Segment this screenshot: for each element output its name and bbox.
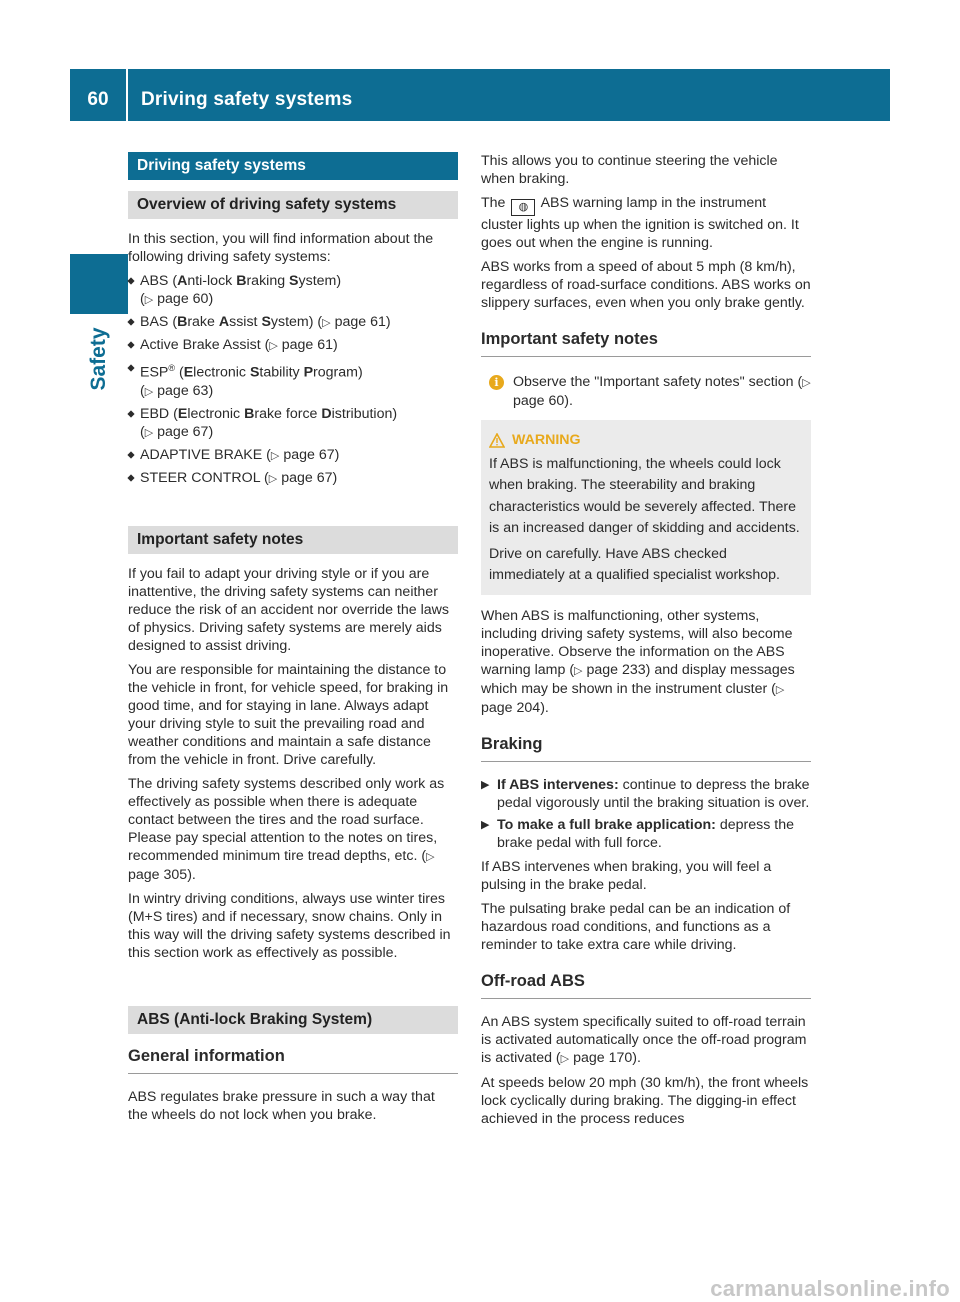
section-label-text: Safety	[87, 327, 110, 391]
intro-text: In this section, you will find information about the following driving safety systems:	[128, 231, 434, 265]
ref-arrow-icon: ▷	[322, 317, 331, 329]
item-text: (	[175, 364, 184, 381]
list-item: ESP® (Electronic Stability Program) (▷ page 63)	[128, 359, 458, 401]
ref-arrow-icon: ▷	[426, 850, 435, 863]
section-tab	[70, 254, 128, 314]
paragraph	[481, 194, 811, 252]
ref-arrow-icon: ▷	[144, 426, 154, 439]
paragraph	[481, 1013, 811, 1068]
paragraph: In wintry driving conditions, always use winter tires (M+S tires) and if necessary, snow chains. Only in this way will the driving safety systems described in this section work as effectively as possible.	[128, 890, 451, 961]
paragraph: You are responsible for maintaining the distance to the vehicle in front, for vehicle speed, for braking in good time, and for staying in lane. Always adapt your driving style to suit the prevailing road and weather conditions and maintain a safe distance from the vehicle in front. Drive carefully.	[128, 661, 449, 768]
page-reference[interactable]: page 61	[281, 337, 334, 353]
action-list	[481, 776, 811, 852]
item-text: lectronic	[193, 364, 250, 381]
item-text: raking	[246, 273, 290, 289]
item-bold: E	[177, 405, 188, 422]
item-bold: B	[244, 405, 255, 422]
subsection-heading: Important safety notes	[128, 526, 458, 554]
action-arrow-icon: ▶	[481, 818, 490, 831]
page-reference[interactable]: page 63	[157, 382, 209, 399]
action-label: If ABS intervenes:	[497, 776, 619, 793]
item-bold: E	[183, 364, 194, 381]
page-reference[interactable]: page 233	[586, 661, 646, 678]
warning-text: If ABS is malfunctioning, the wheels could lock when braking. The steerability and braking characteristics would be severely affected. There is an increased danger of skidding and accidents.	[489, 455, 800, 536]
list-item: ABS (Anti-lock Braking System) (▷ page 60)	[128, 272, 458, 309]
paragraph: If you fail to adapt your driving style or if you are inattentive, the driving safety systems can neither reduce the risk of an accident nor override the laws of physics. Driving safety systems are merely aids designed to assist driving.	[128, 565, 449, 654]
item-text: BAS (	[140, 314, 178, 330]
ref-arrow-icon: ▷	[268, 472, 278, 485]
page-reference[interactable]: page 67	[283, 446, 335, 463]
action-step	[481, 776, 811, 812]
item-text: ABS (	[140, 273, 178, 289]
item-bold: A	[218, 314, 230, 330]
paragraph-text: ).	[540, 699, 549, 716]
info-text-part: Observe the "Important safety notes" section (	[513, 374, 803, 390]
paragraph: If ABS intervenes when braking, you will feel a pulsing in the brake pedal.	[481, 858, 772, 893]
paragraph: ABS regulates brake pressure in such a way that the wheels do not lock when you brake.	[128, 1088, 435, 1123]
info-icon: i	[489, 375, 504, 390]
warning-text: Drive on carefully. Have ABS checked immediately at a qualified specialist workshop.	[489, 545, 780, 583]
page-reference[interactable]: page 60	[513, 393, 565, 409]
item-text: istribution)	[331, 405, 398, 422]
item-bold: S	[289, 273, 299, 289]
topic-heading: Off-road ABS	[481, 970, 811, 999]
topic-heading: Braking	[481, 733, 811, 762]
paragraph	[481, 607, 811, 717]
registered-mark: ®	[168, 363, 176, 373]
watermark: carmanualsonline.info	[710, 1276, 950, 1301]
ref-arrow-icon: ▷	[802, 377, 811, 389]
page-reference[interactable]: page 204	[481, 699, 541, 716]
item-bold: S	[249, 364, 260, 381]
warning-title: WARNING	[512, 432, 581, 448]
warning-header	[489, 430, 803, 452]
right-column	[481, 152, 811, 1134]
item-bold: A	[177, 273, 188, 289]
systems-list	[128, 272, 458, 488]
ref-arrow-icon: ▷	[560, 1052, 570, 1065]
ref-arrow-icon: ▷	[144, 294, 154, 306]
list-item: Active Brake Assist (▷ page 61)	[128, 336, 458, 355]
item-bold: B	[236, 273, 247, 289]
list-item: EBD (Electronic Brake force Distribution) (▷ page 67)	[128, 405, 458, 442]
item-text: Active Brake Assist	[140, 337, 261, 353]
page-reference[interactable]: page 67	[157, 423, 209, 440]
item-text: lectronic	[187, 405, 245, 422]
paragraph-text: ) and display messages which may be shown in the instrument cluster (	[481, 661, 795, 697]
item-text: EBD (	[140, 405, 178, 422]
paragraph-text: ABS warning lamp in the instrument cluster lights up when the ignition is switched on. It goes out when the engine is running.	[481, 195, 799, 251]
ref-arrow-icon: ▷	[775, 683, 785, 696]
ref-arrow-icon: ▷	[144, 385, 154, 398]
item-text: rake	[187, 314, 219, 330]
paragraph-text: When ABS is malfunctioning, other systems, including driving safety systems, will also become inoperative. Observe the information on the ABS warning lamp (	[481, 607, 793, 678]
item-bold: S	[261, 314, 271, 330]
info-text-part: ).	[564, 393, 573, 409]
item-bold: P	[303, 364, 314, 381]
paragraph-text: An ABS system specifically suited to off-road terrain is activated automatically once the off-road program is activated (	[481, 1013, 807, 1066]
paragraph	[128, 775, 458, 884]
paragraph: ABS works from a speed of about 5 mph (8 km/h), regardless of road-surface conditions. ABS works on slippery surfaces, even when you only brake gently.	[481, 259, 811, 311]
topic-heading: General information	[128, 1045, 458, 1074]
action-arrow-icon: ▶	[481, 778, 490, 791]
item-text: ystem)	[270, 314, 314, 330]
subsection-heading: ABS (Anti-lock Braking System)	[128, 1006, 458, 1034]
item-text: nti-lock	[187, 273, 237, 289]
topic-heading: Important safety notes	[481, 328, 811, 357]
action-text: depress the brake pedal with full force.	[497, 816, 795, 851]
paragraph: This allows you to continue steering the vehicle when braking.	[481, 153, 778, 187]
page-reference[interactable]: page 61	[334, 314, 386, 330]
section-heading: Driving safety systems	[128, 152, 458, 180]
paragraph-text: The	[481, 195, 506, 211]
paragraph: The pulsating brake pedal can be an indication of hazardous road conditions, and functions as a reminder to take extra care while driving.	[481, 900, 791, 953]
page-reference[interactable]: page 60	[157, 291, 209, 307]
paragraph: At speeds below 20 mph (30 km/h), the front wheels lock cyclically during braking. The digging-in effect achieved in the process reduces	[481, 1074, 809, 1127]
item-text: STEER CONTROL	[140, 469, 261, 486]
section-label	[71, 314, 127, 404]
page-number: 60	[87, 89, 109, 110]
header-divider	[126, 69, 128, 121]
item-bold: B	[177, 314, 188, 330]
paragraph-text: The driving safety systems described only work as effectively as possible when there is adequate contact between the tires and the road surface. Please pay special attention to the notes on tires, recommended minimum tire tread depths, etc. (	[128, 775, 445, 864]
item-bold: D	[321, 405, 332, 422]
list-item: STEER CONTROL (▷ page 67)	[128, 469, 458, 488]
action-label: To make a full brake application:	[497, 816, 716, 833]
list-item: BAS (Brake Assist System) (▷ page 61)	[128, 313, 458, 332]
item-text: tability	[259, 364, 304, 381]
paragraph-text: ).	[632, 1049, 641, 1066]
ref-arrow-icon: ▷	[270, 449, 280, 462]
item-text: ADAPTIVE BRAKE	[140, 446, 263, 463]
item-text: rake force	[254, 405, 322, 422]
item-text: ystem)	[298, 273, 342, 289]
info-note	[481, 373, 811, 410]
warning-triangle-icon	[489, 433, 505, 448]
abs-warning-lamp-icon: ◍	[511, 199, 535, 216]
header-title: Driving safety systems	[141, 89, 353, 110]
warning-box	[481, 420, 811, 595]
paragraph-text: ).	[187, 866, 196, 883]
ref-arrow-icon: ▷	[574, 664, 583, 677]
item-text: ESP	[140, 364, 169, 381]
list-item: ADAPTIVE BRAKE (▷ page 67)	[128, 446, 458, 465]
ref-arrow-icon: ▷	[269, 340, 278, 352]
subsection-heading: Overview of driving safety systems	[128, 191, 458, 219]
info-text	[513, 373, 811, 410]
page-reference[interactable]: page 67	[281, 469, 333, 486]
left-column	[128, 152, 458, 1130]
action-step	[481, 816, 811, 852]
page-reference[interactable]: page 305	[128, 866, 188, 883]
item-text: ssist	[229, 314, 262, 330]
action-text: continue to depress the brake pedal vigorously until the braking situation is over.	[497, 776, 810, 811]
page-reference[interactable]: page 170	[573, 1049, 633, 1066]
item-text: rogram)	[313, 364, 363, 381]
